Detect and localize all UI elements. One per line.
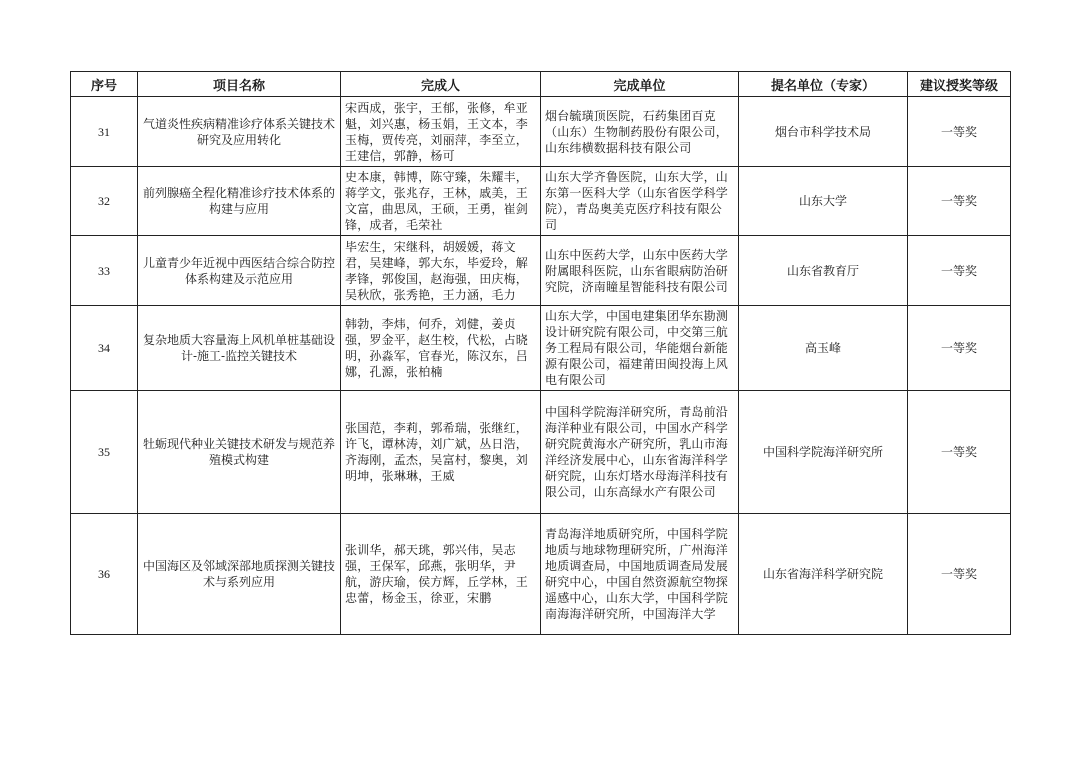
row-project: 气道炎性疾病精准诊疗体系关键技术研究及应用转化	[138, 97, 341, 167]
row-no: 33	[71, 236, 138, 306]
row-completers: 毕宏生，宋继科，胡媛媛，蒋文君，吴建峰，郭大东，毕爱玲，解孝锋，郭俊国，赵海强，田庆梅，吴秋欣，张秀艳，王力涵，毛力	[341, 236, 541, 306]
row-completers: 史本康，韩博，陈守臻，朱耀丰，蒋学文，张兆存，王林，戚美，王文富，曲思凤，王硕，王勇，崔剑锋，成者，毛荣社	[341, 167, 541, 236]
table-row	[71, 236, 1011, 306]
row-nominator: 山东省海洋科学研究院	[739, 514, 908, 635]
row-project: 复杂地质大容量海上风机单桩基础设计-施工-监控关键技术	[138, 306, 341, 391]
row-units: 山东大学齐鲁医院，山东大学，山东第一医科大学（山东省医学科学院），青岛奥美克医疗科技有限公司	[541, 167, 739, 236]
table-row	[71, 514, 1011, 635]
awards-table	[70, 71, 1011, 635]
row-project: 前列腺癌全程化精准诊疗技术体系的构建与应用	[138, 167, 341, 236]
row-level: 一等奖	[908, 236, 1011, 306]
row-project: 中国海区及邻域深部地质探测关键技术与系列应用	[138, 514, 341, 635]
row-no: 35	[71, 391, 138, 514]
table-row	[71, 391, 1011, 514]
row-nominator: 中国科学院海洋研究所	[739, 391, 908, 514]
row-units: 山东中医药大学，山东中医药大学附属眼科医院，山东省眼病防治研究院，济南瞳星智能科技有限公司	[541, 236, 739, 306]
table-row	[71, 306, 1011, 391]
row-nominator: 烟台市科学技术局	[739, 97, 908, 167]
row-completers: 张训华，郝天珧，郭兴伟，吴志强，王保军，邱燕，张明华，尹航，游庆瑜，侯方辉，丘学林，王忠蕾，杨金玉，徐亚，宋鹏	[341, 514, 541, 635]
row-units: 山东大学，中国电建集团华东勘测设计研究院有限公司，中交第三航务工程局有限公司，华能烟台新能源有限公司，福建莆田闽投海上风电有限公司	[541, 306, 739, 391]
row-project: 儿童青少年近视中西医结合综合防控体系构建及示范应用	[138, 236, 341, 306]
row-level: 一等奖	[908, 167, 1011, 236]
row-level: 一等奖	[908, 514, 1011, 635]
row-nominator: 山东大学	[739, 167, 908, 236]
header-completers: 完成人	[341, 72, 541, 97]
row-nominator: 山东省教育厅	[739, 236, 908, 306]
row-completers: 韩勃，李炜，何乔，刘健，姜贞强，罗金平，赵生校，代松，占晓明，孙淼军，官春光，陈汉东，吕娜，孔源，张柏楠	[341, 306, 541, 391]
table-row	[71, 97, 1011, 167]
row-units: 中国科学院海洋研究所，青岛前沿海洋种业有限公司，中国水产科学研究院黄海水产研究所，乳山市海洋经济发展中心，山东省海洋科学研究院，山东灯塔水母海洋科技有限公司，山东高绿水产有限公司	[541, 391, 739, 514]
row-no: 36	[71, 514, 138, 635]
row-nominator: 高玉峰	[739, 306, 908, 391]
row-completers: 宋西成，张宇，王郁，张修，牟亚魁，刘兴惠，杨玉娟，王文本，李玉梅，贾传亮，刘丽萍，李至立，王建信，郭静，杨可	[341, 97, 541, 167]
row-units: 烟台毓璜顶医院，石药集团百克（山东）生物制药股份有限公司，山东纬横数据科技有限公司	[541, 97, 739, 167]
header-units: 完成单位	[541, 72, 739, 97]
row-level: 一等奖	[908, 97, 1011, 167]
table-row	[71, 167, 1011, 236]
row-level: 一等奖	[908, 391, 1011, 514]
row-units: 青岛海洋地质研究所，中国科学院地质与地球物理研究所，广州海洋地质调查局，中国地质调查局发展研究中心，中国自然资源航空物探遥感中心，山东大学，中国科学院南海海洋研究所，中国海洋大学	[541, 514, 739, 635]
header-no: 序号	[71, 72, 138, 97]
header-nominator: 提名单位（专家）	[739, 72, 908, 97]
table-header-row	[71, 72, 1011, 97]
row-no: 31	[71, 97, 138, 167]
header-level: 建议授奖等级	[908, 72, 1011, 97]
header-project: 项目名称	[138, 72, 341, 97]
row-level: 一等奖	[908, 306, 1011, 391]
row-no: 34	[71, 306, 138, 391]
row-completers: 张国范，李莉，郭希瑞，张继红，许飞，谭林涛，刘广斌，丛日浩，齐海刚，孟杰，吴富村，黎奥，刘明坤，张琳琳，王威	[341, 391, 541, 514]
row-project: 牡蛎现代种业关键技术研发与规范养殖模式构建	[138, 391, 341, 514]
awards-document	[70, 71, 1010, 635]
row-no: 32	[71, 167, 138, 236]
